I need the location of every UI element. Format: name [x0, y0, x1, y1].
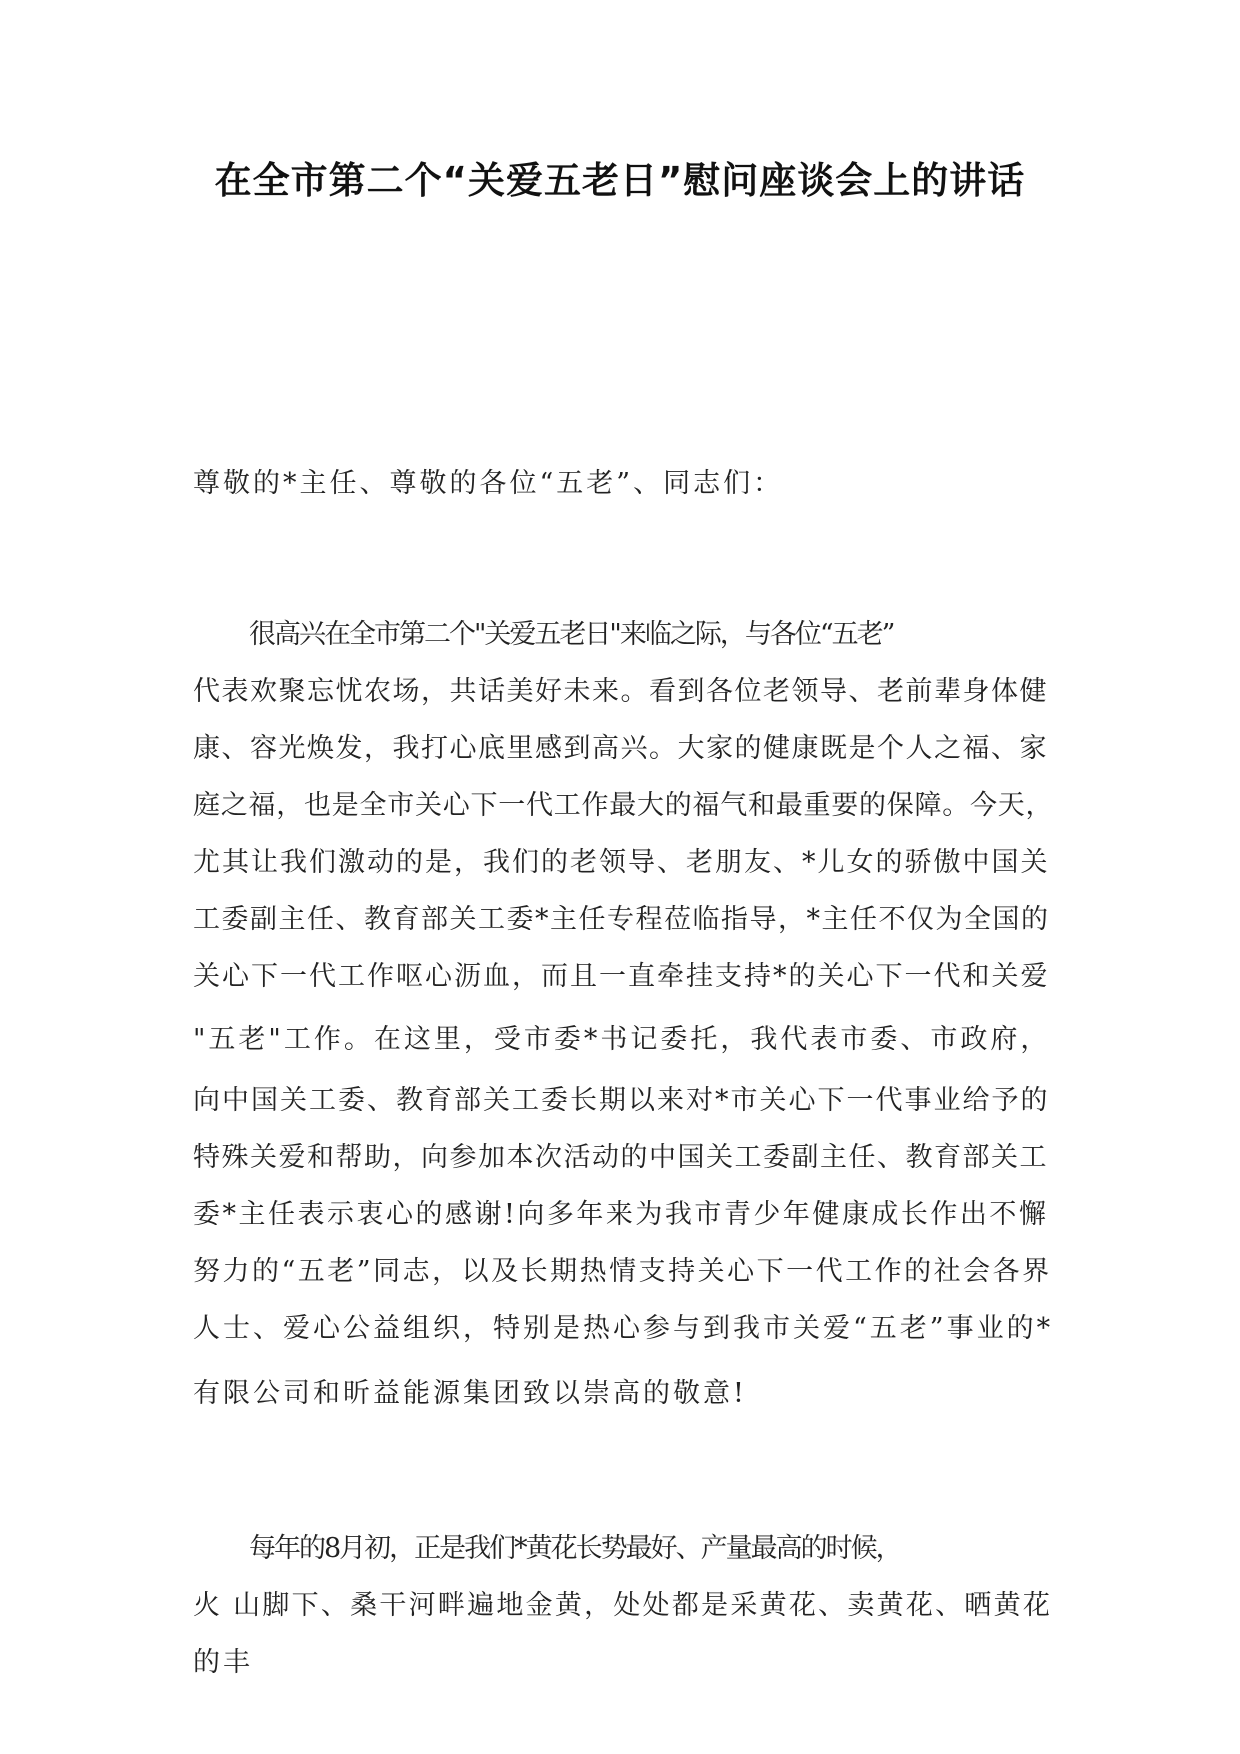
paragraph-1-line-4: 庭之福，也是全市关心下一代工作最大的福气和最重要的保障。今天，: [193, 790, 1054, 821]
paragraph-1-line-1: 很高兴在全市第二个"关爱五老日"来临之际，与各位“五老”: [249, 619, 894, 650]
paragraph-1-line-13: 人士、爱心公益组织，特别是热心参与到我市关爱“五老”事业的*: [193, 1313, 1054, 1344]
paragraph-1-line-11: 委*主任表示衷心的感谢!向多年来为我市青少年健康成长作出不懈: [193, 1199, 1049, 1230]
paragraph-1-line-8: "五老"工作。在这里，受市委*书记委托，我代表市委、市政府，: [193, 1024, 1051, 1055]
paragraph-1-line-5: 尤其让我们激动的是，我们的老领导、老朋友、*儿女的骄傲中国关: [193, 847, 1050, 878]
paragraph-2-line-1: 每年的8月初，正是我们*黄花长势最好、产量最高的时候，: [249, 1533, 901, 1564]
paragraph-2-line-3: 的丰: [193, 1647, 253, 1678]
paragraph-1-line-3: 康、容光焕发，我打心底里感到高兴。大家的健康既是个人之福、家: [193, 733, 1048, 764]
document-title: 在全市第二个“关爱五老日”慰问座谈会上的讲话: [214, 159, 1026, 202]
paragraph-1-line-14: 有限公司和昕益能源集团致以崇高的敬意!: [193, 1378, 747, 1409]
paragraph-1-line-7: 关心下一代工作呕心沥血，而且一直牵挂支持*的关心下一代和关爱: [193, 961, 1050, 992]
paragraph-2-line-2: 火 山脚下、桑干河畔遍地金黄，处处都是采黄花、卖黄花、晒黄花: [193, 1590, 1053, 1621]
paragraph-1-line-12: 努力的“五老”同志，以及长期热情支持关心下一代工作的社会各界: [193, 1256, 1052, 1287]
paragraph-1-line-2: 代表欢聚忘忧农场，共话美好未来。看到各位老领导、老前辈身体健: [193, 676, 1048, 707]
paragraph-1-line-9: 向中国关工委、教育部关工委长期以来对*市关心下一代事业给予的: [193, 1085, 1050, 1116]
salutation: 尊敬的*主任、尊敬的各位“五老”、同志们：: [193, 468, 784, 499]
paragraph-1-line-10: 特殊关爱和帮助，向参加本次活动的中国关工委副主任、教育部关工: [193, 1142, 1048, 1173]
paragraph-1-line-6: 工委副主任、教育部关工委*主任专程莅临指导，*主任不仅为全国的: [193, 904, 1050, 935]
